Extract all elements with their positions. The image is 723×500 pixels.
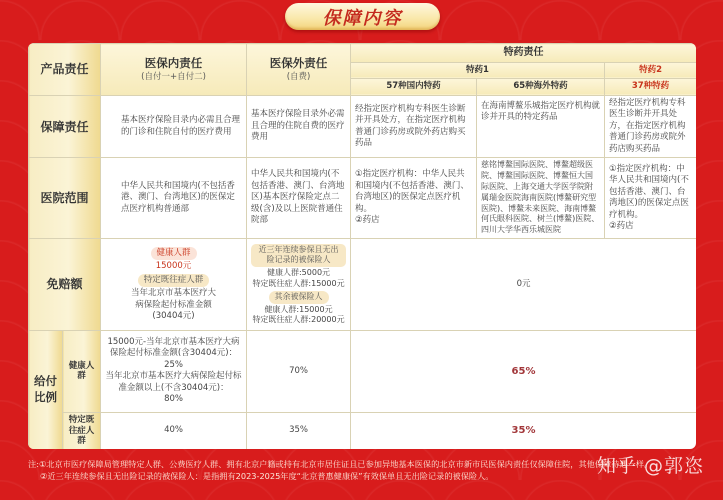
payout-label-preexisting: 特定既往症人群 xyxy=(63,412,101,449)
hospitals-drug1-overseas: 慈铭博鳌国际医院、博鳌超级医院、博鳌国际医院、博鳌恒大国际医院、上海交通大学医学院附属瑞金医院海南医院(博鳌研究型医院)、博鳌未来医院、海南博鳌何氏眼科医院、树兰(博鳌)医院、四川大学华西乐城医院 xyxy=(477,158,605,239)
payout-preexisting-special-drug: 35% xyxy=(351,412,696,449)
deductible-noclaim-preexisting: 特定既往症人群:15000元 xyxy=(252,278,345,288)
payout-healthy-tier2: 当年北京市基本医疗大病保险起付标准金额以上(不含30404元)： xyxy=(105,371,242,393)
tag-healthy: 健康人群 xyxy=(151,247,197,260)
payout-preexisting-outpatient: 35% xyxy=(247,412,351,449)
deductible-outpatient xyxy=(247,238,351,330)
payout-healthy-special-drug: 65% xyxy=(351,330,696,412)
footnote-1: 注:①北京市医疗保障局管理特定人群、公费医疗人群、拥有北京户籍或持有北京市居住证且已参加异地基本医保的北京市新市民医保内责任仅保障住院，其他保障待遇一样。 xyxy=(28,459,653,469)
header-drug1-domestic: 57种国内特药 xyxy=(351,78,477,95)
hospitals-drug1-domestic-pharmacy: ②药店 xyxy=(355,215,380,226)
payout-healthy-outpatient: 70% xyxy=(247,330,351,412)
tag-no-claim: 近三年连续参保且无出险记录的被保险人 xyxy=(251,244,346,268)
header-inpatient xyxy=(101,44,247,96)
row-label-deductible: 免赔额 xyxy=(29,238,101,330)
coverage-outpatient: 基本医疗保险目录外必需且合理的住院自费的医疗费用 xyxy=(247,95,351,157)
header-outpatient-sub: (自费) xyxy=(286,71,311,82)
hospitals-drug2-pharmacy: ②药店 xyxy=(609,221,634,232)
hospitals-drug2 xyxy=(605,158,696,239)
deductible-inpatient xyxy=(101,238,247,330)
payout-healthy-inpatient xyxy=(101,330,247,412)
footnote-2: ②近三年连续参保且无出险记录的被保险人：是指拥有2023-2025年度“北京普惠健康保”有效保单且无出险记录的被保险人。 xyxy=(40,470,494,481)
row-label-payout: 给付比例 xyxy=(29,330,63,449)
payout-preexisting-inpatient: 40% xyxy=(101,412,247,449)
row-label-coverage: 保障责任 xyxy=(29,95,101,157)
row-label-hospitals: 医院范围 xyxy=(29,158,101,239)
header-inpatient-title: 医保内责任 xyxy=(144,55,203,70)
deductible-other-preexisting: 特定既往症人群:20000元 xyxy=(252,315,345,325)
hospitals-drug1-domestic-institutions: ①指定医疗机构：中华人民共和国境内(不包括香港、澳门、台湾地区)的医保定点医疗机构。 xyxy=(355,169,469,214)
header-special-drug: 特药责任 xyxy=(351,44,696,63)
coverage-table xyxy=(28,43,696,449)
payout-healthy-tier1-pct: 25% xyxy=(164,359,183,370)
deductible-healthy-value: 15000元 xyxy=(155,261,192,272)
header-inpatient-sub: (自付一+自付二) xyxy=(141,71,206,82)
deductible-special-drug: 0元 xyxy=(351,238,696,330)
header-outpatient-title: 医保外责任 xyxy=(269,55,328,70)
hospitals-drug1-domestic xyxy=(351,158,477,239)
deductible-other-healthy: 健康人群:15000元 xyxy=(264,304,333,314)
tag-preexisting: 特定既往症人群 xyxy=(138,274,210,287)
deductible-noclaim-healthy: 健康人群:5000元 xyxy=(266,268,331,278)
coverage-drug1-domestic: 经指定医疗机构专科医生诊断并开具处方，在指定医疗机构普通门诊药房或院外药店购买药品 xyxy=(351,95,477,157)
coverage-inpatient: 基本医疗保险目录内必需且合理的门诊和住院自付的医疗费用 xyxy=(101,95,247,157)
payout-label-healthy: 健康人群 xyxy=(63,330,101,412)
section-title: 保障内容 xyxy=(322,7,403,29)
coverage-drug1-overseas: 在海南博鳌乐城指定医疗机构就诊并开具的特定药品 xyxy=(477,95,605,157)
coverage-table-card xyxy=(28,43,696,449)
header-drug2-list: 37种特药 xyxy=(605,78,696,95)
header-drug1: 特药1 xyxy=(351,62,605,78)
payout-healthy-tier1: 15000元-当年北京市基本医疗大病保险起付标准金额(含30404元)： xyxy=(107,336,240,359)
hospitals-inpatient: 中华人民共和国境内(不包括香港、澳门、台湾地区)的医保定点医疗机构普通部 xyxy=(101,158,247,239)
section-title-badge xyxy=(285,3,440,30)
deductible-preexisting-value: 当年北京市基本医疗大病保险起付标准金额(30404元) xyxy=(131,288,217,322)
header-drug1-overseas: 65种海外特药 xyxy=(477,78,605,95)
header-outpatient xyxy=(247,44,351,96)
header-drug2: 特药2 xyxy=(605,62,696,78)
hospitals-outpatient: 中华人民共和国境内(不包括香港、澳门、台湾地区)基本医疗保险定点二级(含)及以上医院普通住院部 xyxy=(247,158,351,239)
watermark: 知乎 @郭恣 xyxy=(597,455,705,477)
header-product: 产品责任 xyxy=(29,44,101,96)
payout-healthy-tier2-pct: 80% xyxy=(164,394,183,405)
coverage-drug2: 经指定医疗机构专科医生诊断并开具处方，在指定医疗机构普通门诊药房或院外药店购买药品 xyxy=(605,95,696,157)
hospitals-drug2-institutions: ①指定医疗机构：中华人民共和国境内(不包括香港、澳门、台湾地区)的医保定点医疗机构。 xyxy=(609,163,689,220)
tag-other-insured: 其余被保险人 xyxy=(269,291,329,304)
